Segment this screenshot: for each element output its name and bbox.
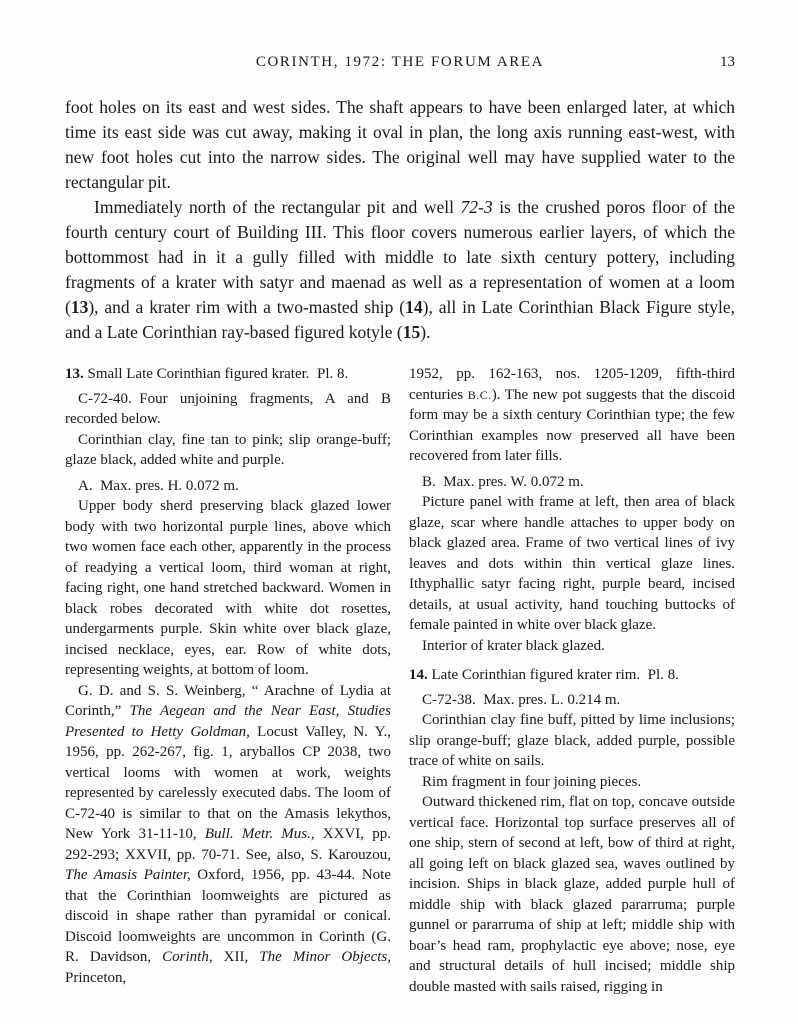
text-segment: Princeton,: [65, 969, 127, 986]
text-segment: XXVI, pp. 292-293; XXVII, pp. 70-71. See, also, S. Karouzou,: [65, 826, 391, 863]
text-segment: 15: [402, 322, 421, 342]
text-segment: 13.: [65, 366, 84, 382]
text-segment: Immediately north of the rectangular pit and well: [94, 197, 461, 217]
text-segment: Late Corinthian figured krater rim. Pl. 8.: [427, 667, 679, 683]
entry-13-interior: Interior of krater black glazed.: [422, 637, 605, 654]
text-segment: ).: [420, 322, 431, 342]
entry-13-measurement-b: B. Max. pres. W. 0.072 m.: [422, 473, 584, 490]
text-segment: Locust Valley, N. Y., 1956, pp. 262-267, fig. 1, aryballos CP 2038, two vertical looms with women at work, weights represented by carelessly executed dabs. The loom of C-72-40 is similar to that on the Amasis lekythos, New York 31-11-10,: [65, 723, 392, 842]
text-segment: The Aegean and the Near East, Studies Presented to Hetty Goldman,: [65, 703, 391, 740]
intro-section: [65, 95, 735, 345]
running-header: [65, 54, 735, 71]
entry-13-heading: [65, 364, 391, 385]
text-segment: Small Late Corinthian figured krater. Pl. 8.: [83, 366, 349, 382]
text-segment: 13: [70, 297, 89, 317]
text-segment: 1952, pp. 162-163, nos. 1205-1209, fifth-third centuries: [409, 366, 735, 403]
entry-13-bibliography: [65, 681, 391, 989]
entry-13-inventory: C-72-40. Four unjoining fragments, A and B recorded below.: [65, 390, 391, 427]
entry-14-fragment: Rim fragment in four joining pieces.: [422, 773, 642, 790]
intro-paragraph-2: [65, 195, 735, 345]
entry-13-measurement-a: A. Max. pres. H. 0.072 m.: [78, 477, 239, 494]
entry-13-description-b: Picture panel with frame at left, then area of black glaze, scar where handle attaches to upper body on black glazed area. Frame of two vertical lines of ivy leaves and dots within thin vertical glaze lines. Ithyphallic satyr facing right, purple beard, incised details, at usual activity, hand touching buttocks of female painted in white over black glaze.: [409, 494, 735, 633]
text-segment: The Amasis Painter,: [65, 867, 191, 883]
page-number: 13: [720, 54, 735, 70]
text-segment: 14: [405, 297, 423, 317]
text-segment: XII,: [212, 949, 260, 965]
entry-14-inventory: C-72-38. Max. pres. L. 0.214 m.: [422, 691, 621, 708]
text-segment: G. D. and S. S. Weinberg, “ Arachne of Lydia at Corinth,”: [65, 682, 391, 719]
text-segment: 72-3: [460, 197, 493, 217]
catalog-columns: [65, 364, 735, 997]
text-segment: ), and a krater rim with a two-masted ship (: [88, 297, 406, 317]
header-title: CORINTH, 1972: THE FORUM AREA: [255, 54, 545, 70]
text-segment: Oxford, 1956, pp. 43-44. Note that the Corinthian loomweights are pictured as discoid in shape rather than pyramidal or conical. Discoid loomweights are uncommon in Corinth (G. R. Davidson,: [65, 867, 391, 965]
text-segment: 14.: [409, 667, 428, 683]
entry-14-heading: [409, 665, 735, 686]
text-segment: ), all in Late Corinthian Black Figure style, and a Late Corinthian ray-based figured kotyle (: [65, 297, 735, 342]
entry-13-bibliography-continued: [409, 364, 735, 467]
entry-13-description-a: Upper body sherd preserving black glazed lower body with two horizontal purple lines, above which two women face each other, apparently in the process of readying a vertical loom, third woman at right, facing right, one hand stretched backward. Women in black robes decorated with white dot rosettes, undergarments purple. Skin white over black glaze, incised necklace, eyes, ear. Row of white dots, representing weights, at bottom of loom.: [65, 498, 391, 678]
text-segment: The Minor Objects,: [259, 949, 392, 965]
text-segment: B.C.: [467, 387, 492, 402]
text-segment: Corinth,: [162, 949, 213, 965]
right-column: [409, 364, 735, 997]
intro-paragraph-1: foot holes on its east and west sides. The shaft appears to have been enlarged later, at which time its east side was cut away, making it oval in plan, the long axis running east-west, with new foot holes cut into the narrow sides. The original well may have supplied water to the rectangular pit.: [65, 97, 735, 192]
left-column: [65, 364, 391, 997]
entry-13-fabric: Corinthian clay, fine tan to pink; slip orange-buff; glaze black, added white and purple.: [65, 431, 391, 468]
text-segment: ). The new pot suggests that the discoid form may be a sixth century Corinthian type; the few Corinthian examples now preserved all have been recovered from later fills.: [409, 386, 736, 464]
entry-14-description: Outward thickened rim, flat on top, concave outside vertical face. Horizontal top surface preserves all of one ship, stern of second at left, bow of third at right, all going left on black glazed sea, waves outlined by incision. Ships in black glaze, added purple hull of middle ship with black glazed pararruma; purple gunnel or pararruma of ship at left; middle ship with boar’s head ram, prophylactic eye above; nose, eye and structural details of hull incised; middle ship double masted with sails raised, rigging in: [409, 794, 735, 995]
text-segment: Bull. Metr. Mus.,: [204, 826, 315, 842]
text-segment: is the crushed poros floor of the fourth century court of Building III. This floor covers numerous earlier layers, of which the bottommost had in it a gully filled with middle to late sixth century pottery, including fragments of a krater with satyr and maenad as well as a representation of women at a loom (: [65, 197, 735, 317]
entry-14-fabric: Corinthian clay fine buff, pitted by lime inclusions; slip orange-buff; glaze black, added purple, possible trace of white on sails.: [409, 712, 735, 769]
